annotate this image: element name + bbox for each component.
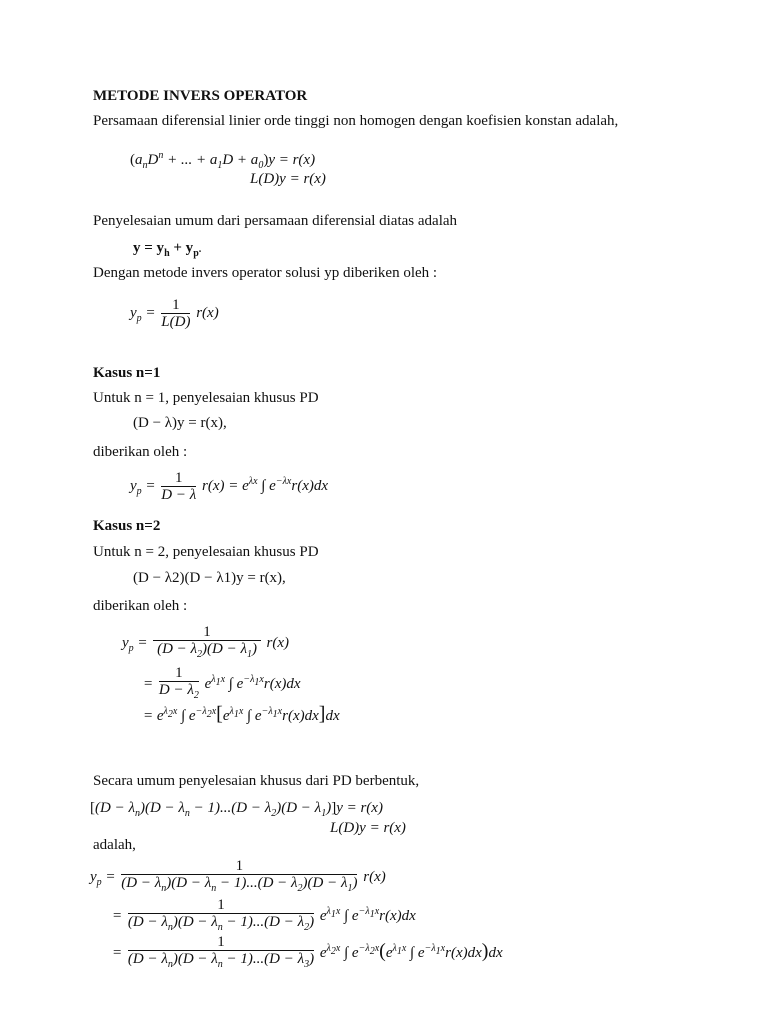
case1-equation: (D − λ)y = r(x),: [133, 415, 227, 431]
case2-text: Untuk n = 2, penyelesaian khusus PD: [93, 544, 319, 560]
case1-given-by: diberikan oleh :: [93, 444, 188, 460]
equation-yp-inverse: $y_p$ = $\frac{1}{L(D)}$ r(x): [130, 297, 219, 330]
general-solution-line1: $y_p$ = $\frac{1}{(D - \lambda_n)(D - \lambda_n - 1)...(D - \lambda_2)(D - \lambda_1)}$ r(x): [90, 858, 386, 894]
general-case-equation: $[(D - \lambda_n)(D - \lambda_n - 1)...(D - \lambda_2)(D - \lambda_1)]y = r(x)$: [90, 800, 383, 819]
general-case-text: Secara umum penyelesaian khusus dari PD berbentuk,: [93, 773, 420, 789]
case1-text: Untuk n = 1, penyelesaian khusus PD: [93, 390, 319, 406]
equation-general-ode: ($a_nD^n$ + ... + $a_1D + a_0)y = r(x)$: [130, 150, 316, 171]
general-solution-line2: = $\frac{1}{(D - \lambda_n)(D - \lambda_n - 1)...(D - \lambda_2)}$ $e^{\lambda_1x}$ ∫ $e^{-\lambda_1x}r(x)dx$: [112, 897, 416, 933]
general-solution-formula: $y = y_h + y_p$.: [133, 240, 202, 259]
case1-title: Kasus n=1: [93, 365, 161, 381]
case2-equation: (D − λ2)(D − λ1)y = r(x),: [133, 570, 286, 586]
case1-solution: $y_p$ = $\frac{1}{D - \lambda}$ $r(x) = e^{\lambda x}$ ∫ $e^{-\lambda x}r(x)dx$: [130, 470, 329, 503]
general-solution-text: Penyelesaian umum dari persamaan diferensial diatas adalah: [93, 213, 458, 229]
case2-solution-line3: = $e^{\lambda_2x}$ ∫ $e^{-\lambda_2x}[e^{\lambda_1x}$ ∫ $e^{-\lambda_1x}r(x)dx]dx$: [143, 703, 340, 725]
case2-given-by: diberikan oleh :: [93, 598, 188, 614]
general-case-adalah: adalah,: [93, 837, 136, 853]
intro-paragraph: Persamaan diferensial linier orde tinggi non homogen dengan koefisien konstan adalah,: [93, 113, 619, 129]
method-text: Dengan metode invers operator solusi yp diberiken oleh :: [93, 265, 438, 281]
page-title: METODE INVERS OPERATOR: [93, 88, 308, 104]
case2-title: Kasus n=2: [93, 518, 161, 534]
general-case-operator-form: L(D)y = r(x): [330, 820, 406, 836]
equation-operator-form: L(D)y = r(x): [250, 171, 326, 187]
case2-solution-line1: $y_p$ = $\frac{1}{(D - \lambda_2)(D - \lambda_1)}$ r(x): [122, 624, 290, 660]
general-solution-line3: = $\frac{1}{(D - \lambda_n)(D - \lambda_n - 1)...(D - \lambda_3)}$ $e^{\lambda_2x}$ ∫ $e^{-\lambda_2x}(e^{\lambda_1x}$ ∫ $e^{-\lambda_1x}r(x)dx)dx$: [112, 934, 503, 970]
case2-solution-line2: = $\frac{1}{D - \lambda_2}$ $e^{\lambda_1x}$ ∫ $e^{-\lambda_1x}r(x)dx$: [143, 665, 301, 701]
